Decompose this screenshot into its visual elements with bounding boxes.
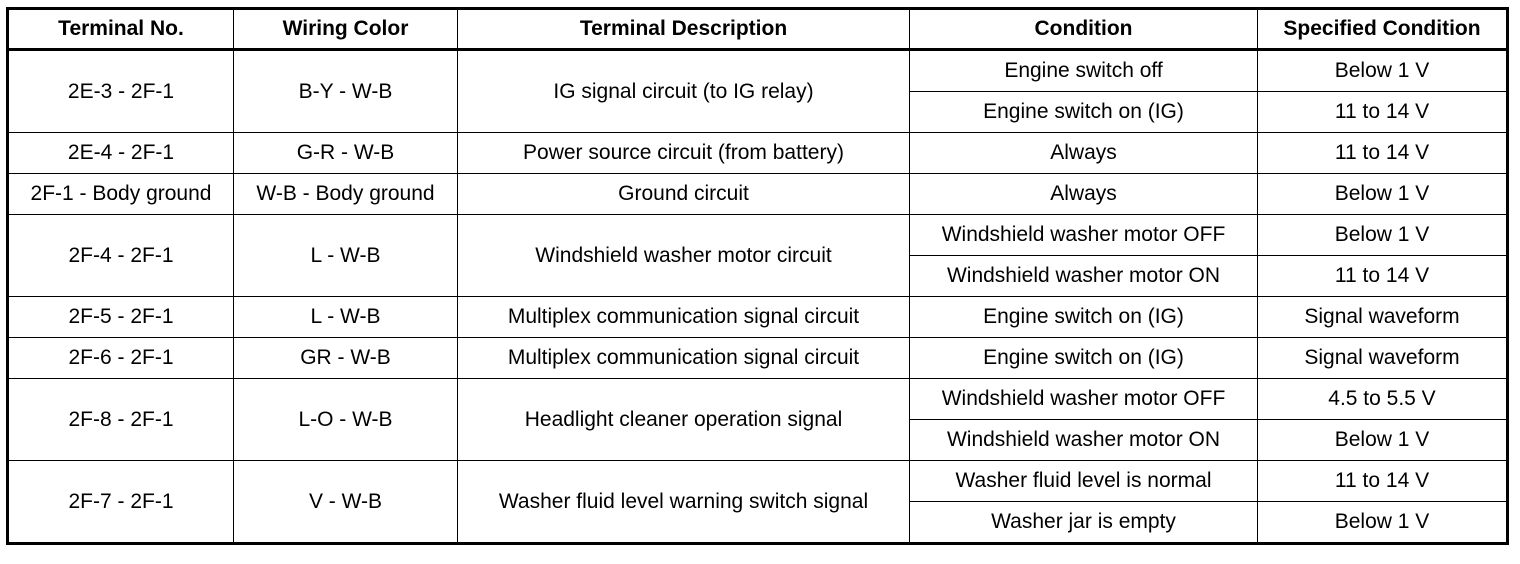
terminal-cell: 2F-8 - 2F-1 <box>8 379 234 461</box>
specified-condition-cell: Below 1 V <box>1258 420 1508 461</box>
condition-cell: Windshield washer motor OFF <box>910 379 1258 420</box>
specified-condition-cell: Below 1 V <box>1258 174 1508 215</box>
wiring-color-cell: L-O - W-B <box>234 379 458 461</box>
condition-cell: Windshield washer motor OFF <box>910 215 1258 256</box>
condition-cell: Windshield washer motor ON <box>910 256 1258 297</box>
wiring-color-cell: G-R - W-B <box>234 133 458 174</box>
specified-condition-cell: 11 to 14 V <box>1258 461 1508 502</box>
table-row <box>8 461 1508 502</box>
description-cell: Headlight cleaner operation signal <box>458 379 910 461</box>
specified-condition-cell: 4.5 to 5.5 V <box>1258 379 1508 420</box>
table-row <box>8 215 1508 256</box>
terminal-cell: 2F-5 - 2F-1 <box>8 297 234 338</box>
description-cell: IG signal circuit (to IG relay) <box>458 50 910 133</box>
table-row <box>8 379 1508 420</box>
specified-condition-cell: Below 1 V <box>1258 50 1508 92</box>
header-specified-condition: Specified Condition <box>1258 9 1508 50</box>
condition-cell: Windshield washer motor ON <box>910 420 1258 461</box>
wiring-color-cell: GR - W-B <box>234 338 458 379</box>
table-row <box>8 133 1508 174</box>
description-cell: Multiplex communication signal circuit <box>458 297 910 338</box>
specified-condition-cell: Below 1 V <box>1258 215 1508 256</box>
header-terminal-no: Terminal No. <box>8 9 234 50</box>
wiring-color-cell: V - W-B <box>234 461 458 544</box>
wiring-color-cell: L - W-B <box>234 215 458 297</box>
condition-cell: Always <box>910 133 1258 174</box>
table-row <box>8 174 1508 215</box>
header-row <box>8 9 1508 50</box>
terminal-cell: 2F-4 - 2F-1 <box>8 215 234 297</box>
table-row <box>8 297 1508 338</box>
specified-condition-cell: 11 to 14 V <box>1258 92 1508 133</box>
specified-condition-cell: Signal waveform <box>1258 297 1508 338</box>
wiring-color-cell: B-Y - W-B <box>234 50 458 133</box>
condition-cell: Engine switch on (IG) <box>910 338 1258 379</box>
condition-cell: Always <box>910 174 1258 215</box>
description-cell: Power source circuit (from battery) <box>458 133 910 174</box>
description-cell: Windshield washer motor circuit <box>458 215 910 297</box>
condition-cell: Engine switch on (IG) <box>910 92 1258 133</box>
specified-condition-cell: Below 1 V <box>1258 502 1508 544</box>
terminal-spec-table <box>6 7 1509 545</box>
terminal-cell: 2E-3 - 2F-1 <box>8 50 234 133</box>
terminal-cell: 2F-6 - 2F-1 <box>8 338 234 379</box>
specified-condition-cell: 11 to 14 V <box>1258 256 1508 297</box>
terminal-cell: 2E-4 - 2F-1 <box>8 133 234 174</box>
condition-cell: Washer fluid level is normal <box>910 461 1258 502</box>
specified-condition-cell: Signal waveform <box>1258 338 1508 379</box>
specified-condition-cell: 11 to 14 V <box>1258 133 1508 174</box>
table-row <box>8 338 1508 379</box>
header-condition: Condition <box>910 9 1258 50</box>
description-cell: Washer fluid level warning switch signal <box>458 461 910 544</box>
wiring-color-cell: W-B - Body ground <box>234 174 458 215</box>
header-terminal-description: Terminal Description <box>458 9 910 50</box>
terminal-cell: 2F-7 - 2F-1 <box>8 461 234 544</box>
description-cell: Ground circuit <box>458 174 910 215</box>
table-row <box>8 50 1508 92</box>
description-cell: Multiplex communication signal circuit <box>458 338 910 379</box>
condition-cell: Engine switch off <box>910 50 1258 92</box>
wiring-color-cell: L - W-B <box>234 297 458 338</box>
header-wiring-color: Wiring Color <box>234 9 458 50</box>
condition-cell: Washer jar is empty <box>910 502 1258 544</box>
condition-cell: Engine switch on (IG) <box>910 297 1258 338</box>
terminal-cell: 2F-1 - Body ground <box>8 174 234 215</box>
